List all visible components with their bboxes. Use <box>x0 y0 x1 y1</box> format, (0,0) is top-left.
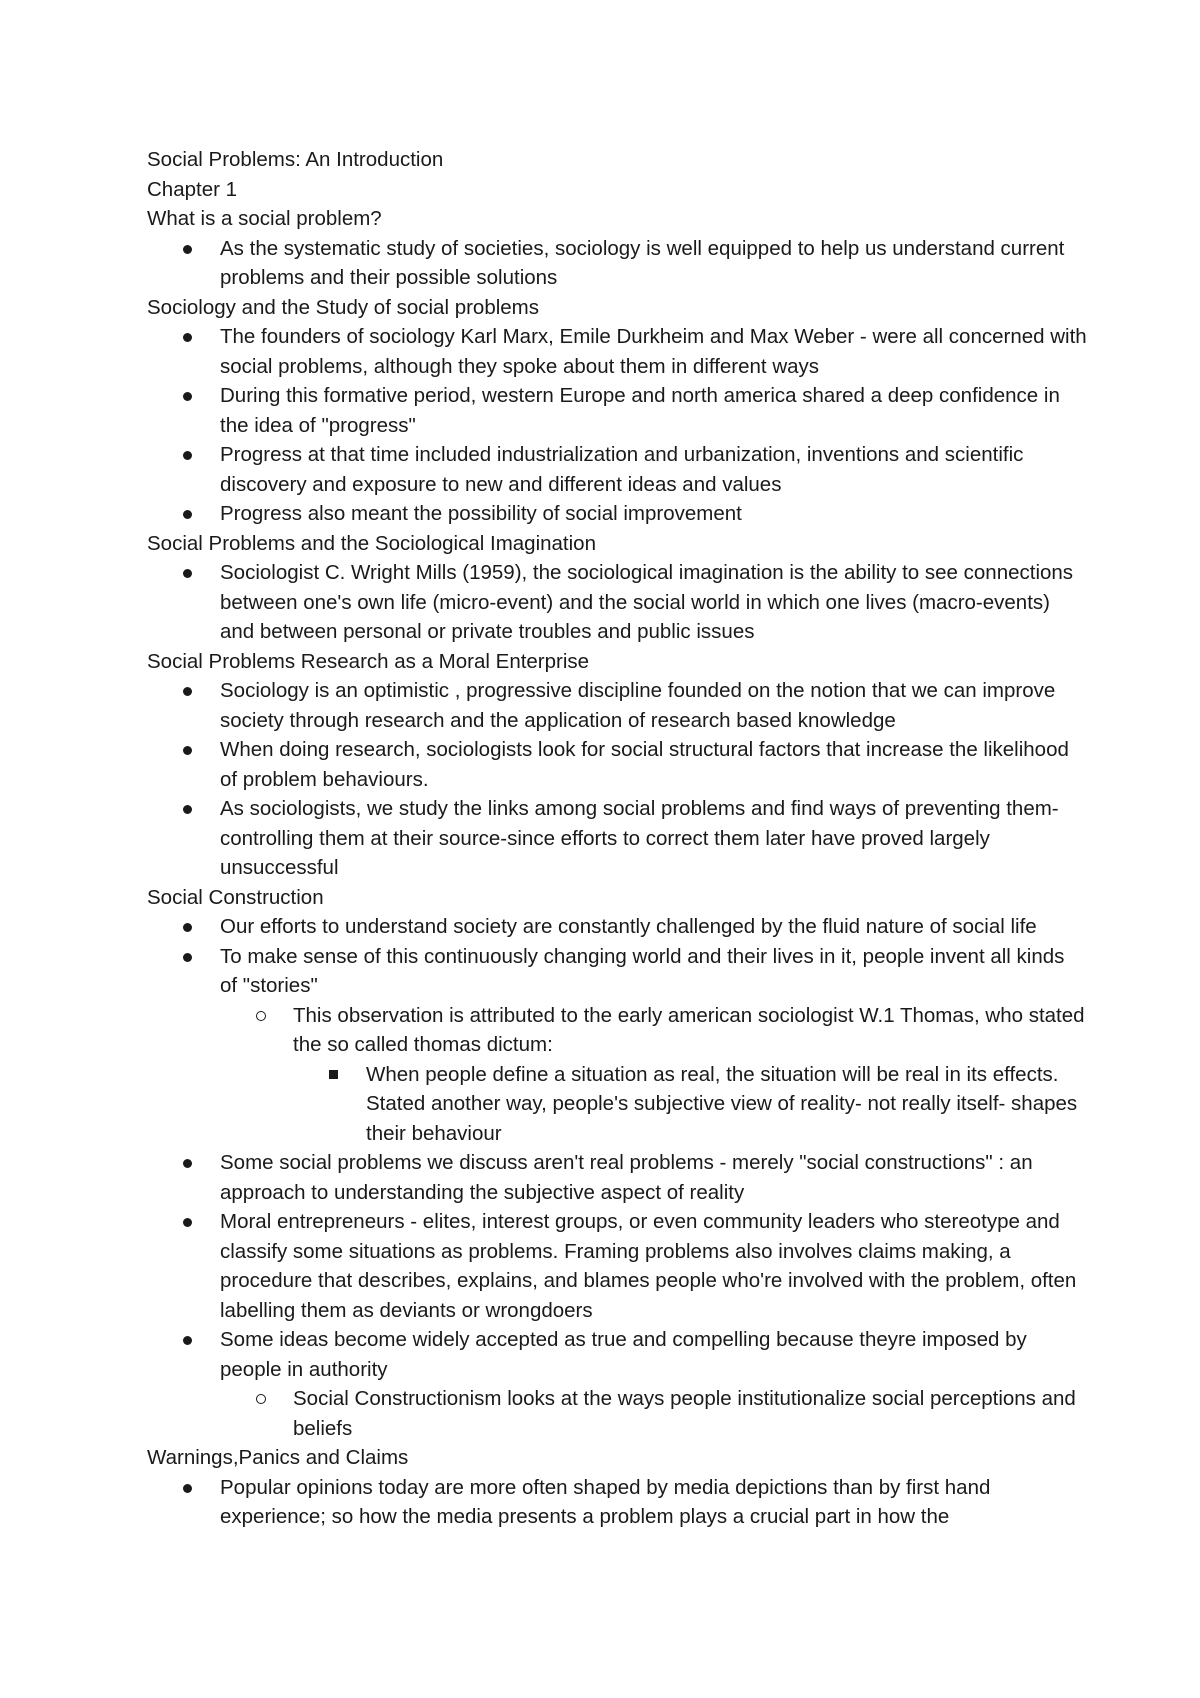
sub-list-item <box>220 1001 1087 1149</box>
bullet-icon <box>183 1484 192 1493</box>
section-heading: Social Problems and the Sociological Imagination <box>147 531 596 555</box>
bullet-list <box>147 234 1087 293</box>
list-item-text: Some ideas become widely accepted as true and compelling because theyre imposed by people in authority <box>220 1328 1027 1381</box>
sub-bullet-list <box>220 1384 1087 1443</box>
list-item <box>147 1148 1087 1207</box>
bullet-icon <box>183 1218 192 1227</box>
bullet-list <box>147 676 1087 883</box>
list-item <box>147 234 1087 293</box>
list-item-text: Popular opinions today are more often shaped by media depictions than by first hand experience; so how the media presents a problem plays a crucial part in how the <box>220 1475 991 1528</box>
bullet-icon <box>183 1159 192 1168</box>
list-item <box>147 794 1087 883</box>
list-item <box>147 440 1087 499</box>
list-item-text: To make sense of this continuously changing world and their lives in it, people invent all kinds of "stories" <box>220 944 1065 997</box>
list-item-text: During this formative period, western Europe and north america shared a deep confidence in the idea of "progress" <box>220 384 1060 437</box>
list-item <box>147 912 1087 942</box>
list-item <box>147 1473 1087 1532</box>
list-item-text: As sociologists, we study the links among social problems and find ways of preventing them-controlling them at their source-since efforts to correct them later have proved largely unsuccessful <box>220 797 1059 879</box>
bullet-list <box>147 912 1087 1443</box>
bullet-icon <box>183 510 192 519</box>
bullet-list <box>147 322 1087 529</box>
list-item-text: Moral entrepreneurs - elites, interest groups, or even community leaders who stereotype and classify some situations as problems. Framing problems also involves claims making, a procedure that describes, explains, and blames people who're involved with the problem, often labelling them as deviants or wrongdoers <box>220 1210 1077 1322</box>
list-item <box>147 558 1087 647</box>
bullet-icon <box>183 333 192 342</box>
bullet-icon <box>183 245 192 254</box>
document-title: Social Problems: An Introduction <box>147 148 444 171</box>
sub-list-item-text: This observation is attributed to the early american sociologist W.1 Thomas, who stated the so called thomas dictum: <box>293 1003 1085 1056</box>
list-item-text: The founders of sociology Karl Marx, Emile Durkheim and Max Weber - were all concerned with social problems, although they spoke about them in different ways <box>220 325 1087 378</box>
bullet-icon <box>183 746 192 755</box>
list-item-text: Our efforts to understand society are constantly challenged by the fluid nature of social life <box>220 915 1037 938</box>
list-item <box>147 735 1087 794</box>
list-item <box>147 1325 1087 1443</box>
bullet-icon <box>183 569 192 578</box>
hollow-bullet-icon <box>256 1011 266 1021</box>
list-item-text: As the systematic study of societies, sociology is well equipped to help us understand current problems and their possible solutions <box>220 236 1065 289</box>
bullet-list <box>147 1473 1087 1532</box>
section-heading: Sociology and the Study of social problems <box>147 295 540 319</box>
list-item <box>147 499 1087 529</box>
bullet-icon <box>183 953 192 962</box>
list-item-text: Sociology is an optimistic , progressive discipline founded on the notion that we can improve society through research and the application of research based knowledge <box>220 679 1056 732</box>
sub-sub-list-item <box>293 1060 1087 1149</box>
list-item-text: Progress also meant the possibility of social improvement <box>220 502 742 525</box>
chapter-label: Chapter 1 <box>147 177 238 201</box>
list-item <box>147 322 1087 381</box>
square-bullet-icon <box>329 1070 338 1079</box>
hollow-bullet-icon <box>256 1394 266 1404</box>
sub-bullet-list <box>220 1001 1087 1149</box>
bullet-icon <box>183 687 192 696</box>
section-heading: Warnings,Panics and Claims <box>147 1446 409 1469</box>
bullet-list <box>147 558 1087 647</box>
sub-sub-list-item-text: When people define a situation as real, the situation will be real in its effects. Stated another way, people's subjective view of reality- not really itself- shapes their behaviour <box>366 1062 1078 1145</box>
list-item <box>147 381 1087 440</box>
section-heading: Social Problems Research as a Moral Enterprise <box>147 649 590 673</box>
list-item-text: Some social problems we discuss aren't real problems - merely "social constructions" : an approach to understanding the subjective aspect of reality <box>220 1151 1033 1204</box>
bullet-icon <box>183 451 192 460</box>
list-item-text: Sociologist C. Wright Mills (1959), the sociological imagination is the ability to see connections between one's own life (micro-event) and the social world in which one lives (macro-events) and between personal or private troubles and public issues <box>220 561 1074 643</box>
sub-list-item-text: Social Constructionism looks at the ways people institutionalize social perceptions and beliefs <box>293 1387 1076 1440</box>
sub-list-item <box>220 1384 1087 1443</box>
document-body <box>147 145 1087 1532</box>
bullet-icon <box>183 1336 192 1345</box>
list-item <box>147 676 1087 735</box>
bullet-icon <box>183 923 192 932</box>
section-heading: What is a social problem? <box>147 207 382 230</box>
list-item-text: When doing research, sociologists look for social structural factors that increase the likelihood of problem behaviours. <box>220 738 1069 791</box>
bullet-icon <box>183 392 192 401</box>
list-item-text: Progress at that time included industrialization and urbanization, inventions and scientific discovery and exposure to new and different ideas and values <box>220 443 1024 496</box>
list-item <box>147 942 1087 1149</box>
section-heading: Social Construction <box>147 885 324 909</box>
sub-sub-bullet-list <box>293 1060 1087 1149</box>
list-item <box>147 1207 1087 1325</box>
bullet-icon <box>183 805 192 814</box>
